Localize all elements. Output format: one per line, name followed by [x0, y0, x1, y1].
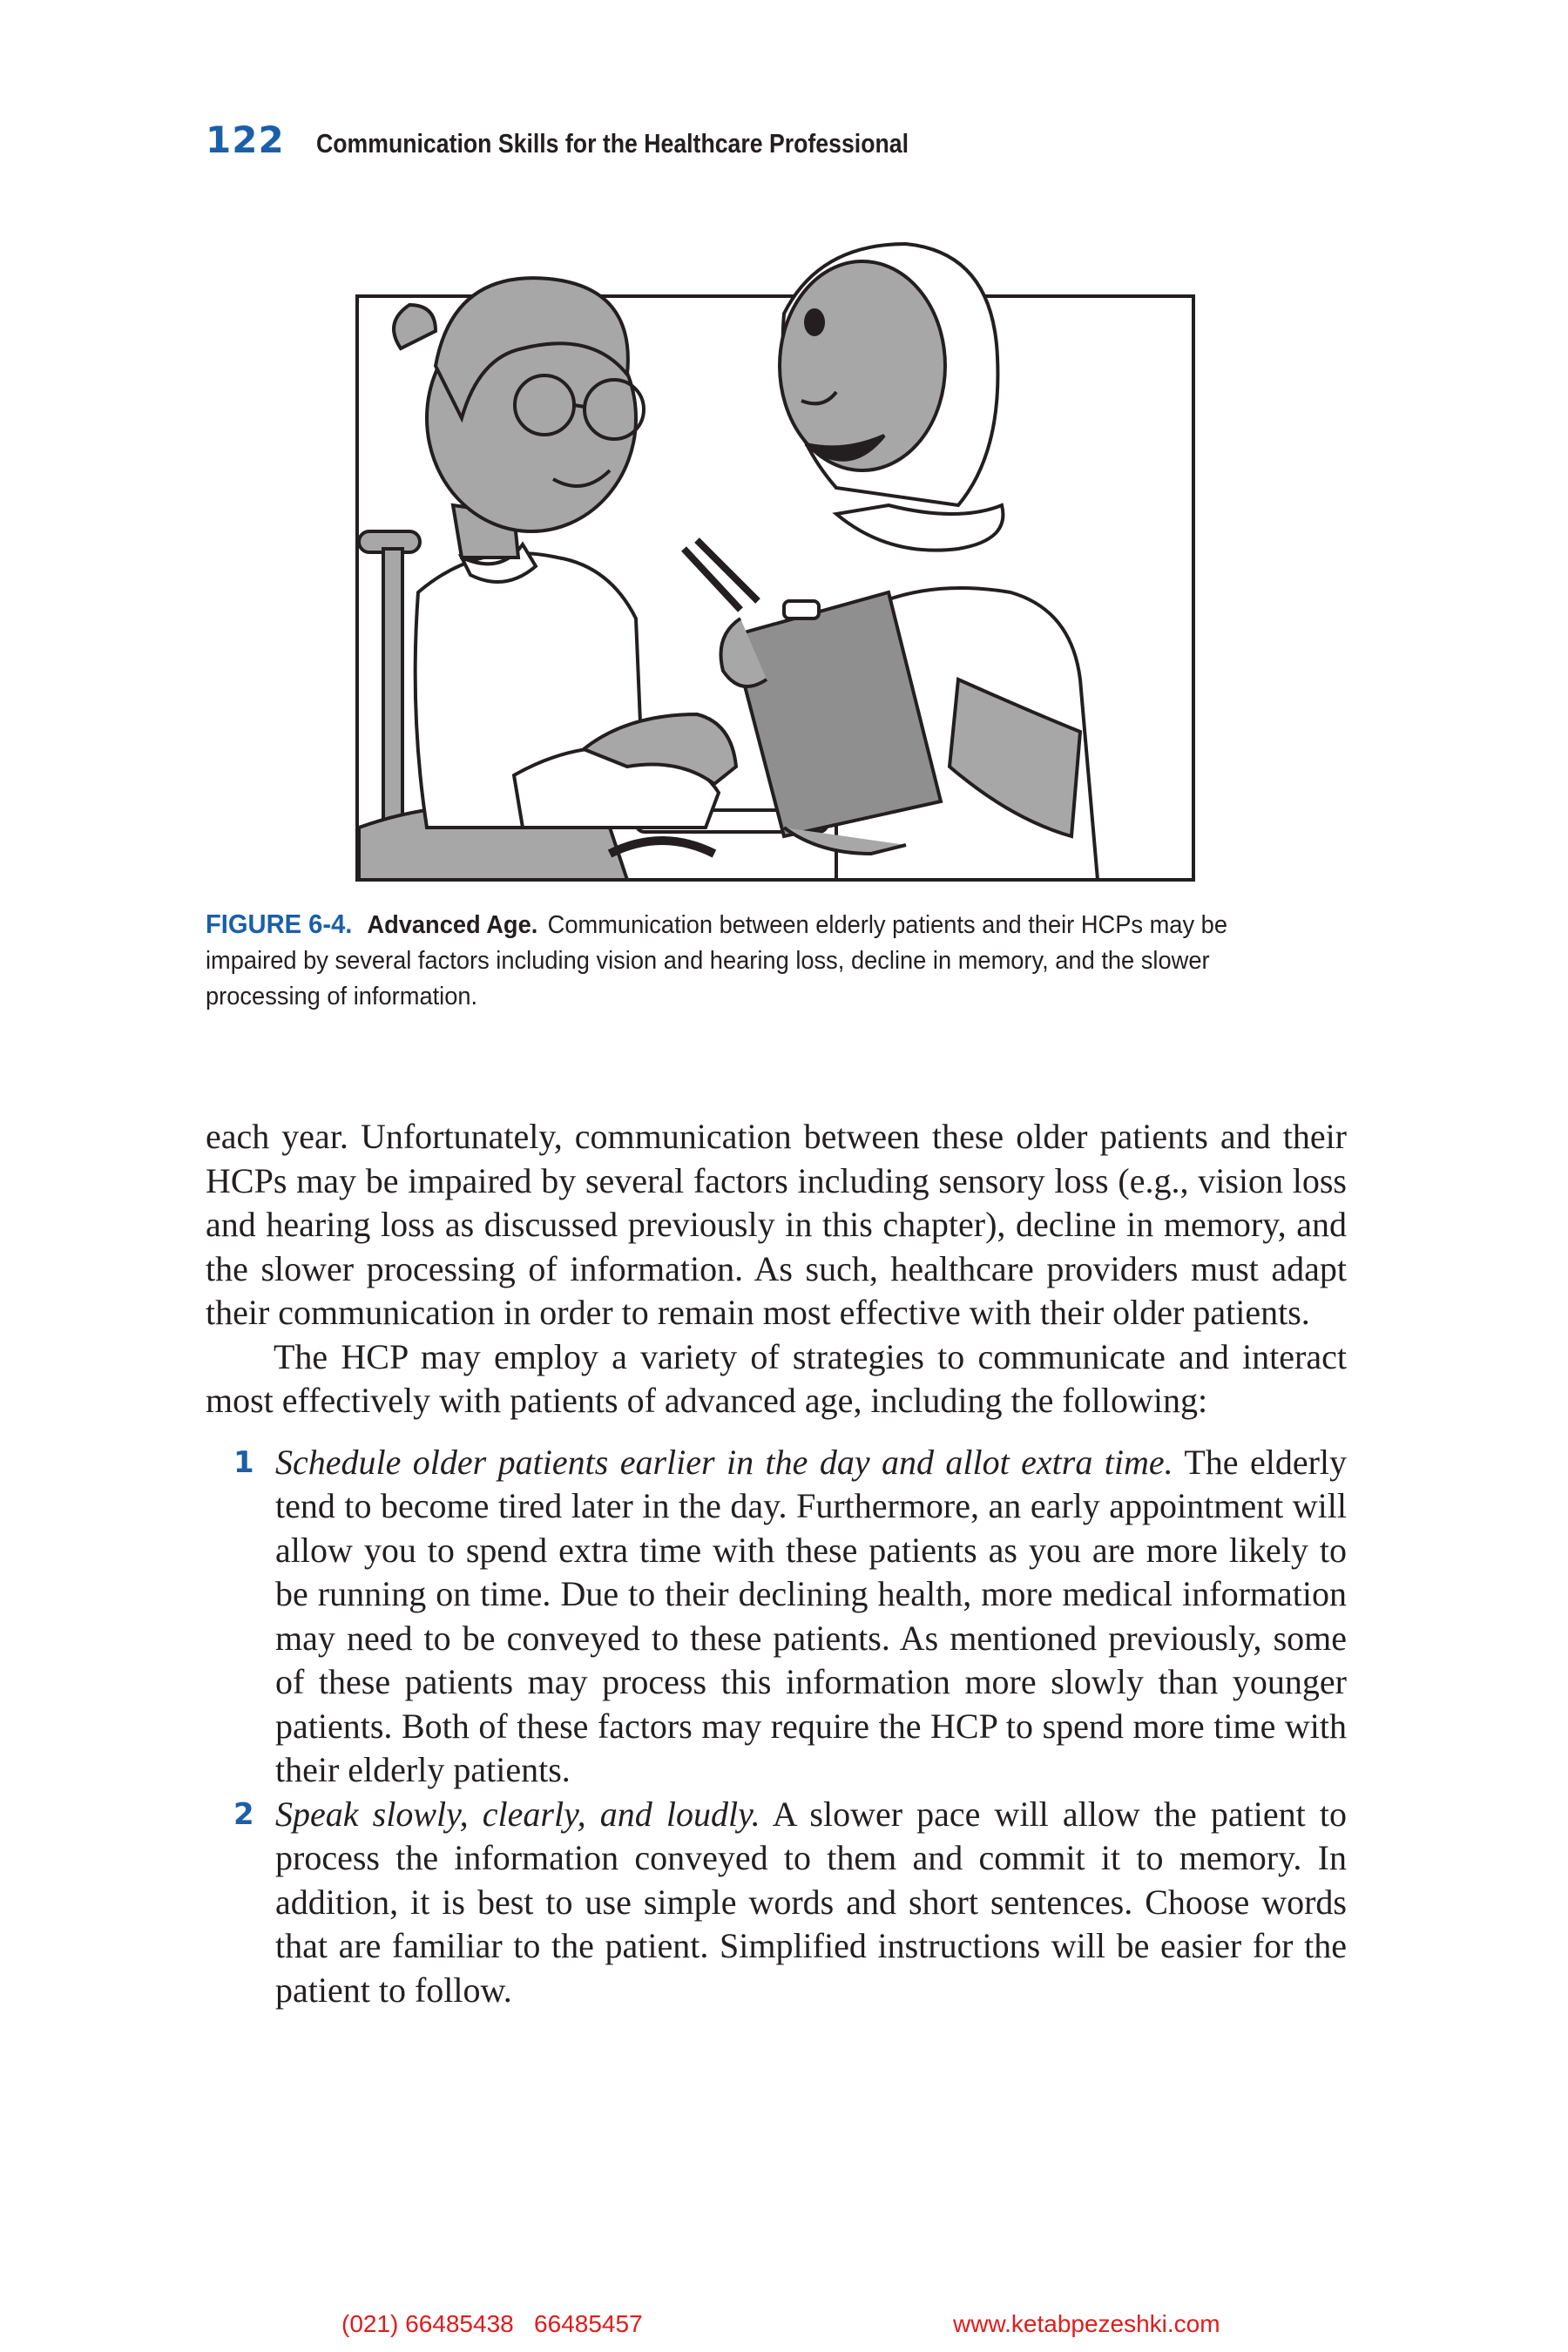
list-number: 1	[233, 1444, 254, 1480]
footer-phone: (021) 66485438 66485457	[341, 2310, 643, 2337]
figure-caption	[206, 906, 1278, 1015]
figure-label: FIGURE 6-4.	[206, 909, 353, 939]
list-item-lead: Speak slowly, clearly, and loudly.	[275, 1794, 760, 1834]
list-item-text: A slower pace will allow the patient to process the information conveyed to them and commit it to memory. In addition, it is best to use simple words and short sentences. Choose words that are familiar to the patient. Simplified instructions will be easier for the patient to follow.	[275, 1794, 1347, 2010]
figure-title: Advanced Age.	[367, 911, 538, 939]
list-item-text: The elderly tend to become tired later in the day. Furthermore, an early appointment will allow you to spend extra time with these patients as you are more likely to be running on time. Due to their declining health, more medical information may need to be conveyed to these patients. As mentioned previously, some of these patients may process this information more slowly than younger patients. Both of these factors may require the HCP to spend more time with their elderly patients.	[275, 1442, 1348, 1789]
paragraph: The HCP may employ a variety of strategies to communicate and interact most effectively with patients of advanced age, including the following:	[206, 1336, 1347, 1420]
figure-caption-text: Communication between elderly patients and their HCPs may be impaired by several factors including vision and hearing loss, decline in memory, and the slower processing of information.	[206, 911, 1227, 1010]
strategy-list	[206, 1441, 1347, 2013]
footer-url[interactable]: www.ketabpezeshki.com	[953, 2310, 1220, 2337]
body-text	[206, 1115, 1347, 2012]
list-item	[206, 1793, 1347, 2013]
running-head: Communication Skills for the Healthcare Professional	[315, 128, 909, 159]
page-number: 122	[206, 118, 285, 161]
list-item-lead: Schedule older patients earlier in the day and allot extra time.	[275, 1442, 1173, 1482]
list-item	[206, 1441, 1347, 1793]
figure-illustration	[348, 226, 1220, 889]
page-header	[206, 118, 1004, 171]
paragraph: each year. Unfortunately, communication between these older patients and their HCPs may be impaired by several factors including sensory loss (e.g., vision loss and hearing loss as discussed previously in this chapter), decline in memory, and the slower processing of information. As such, healthcare providers must adapt their communication in order to remain most effective with their older patients.	[206, 1117, 1347, 1332]
list-number: 2	[233, 1796, 254, 1832]
